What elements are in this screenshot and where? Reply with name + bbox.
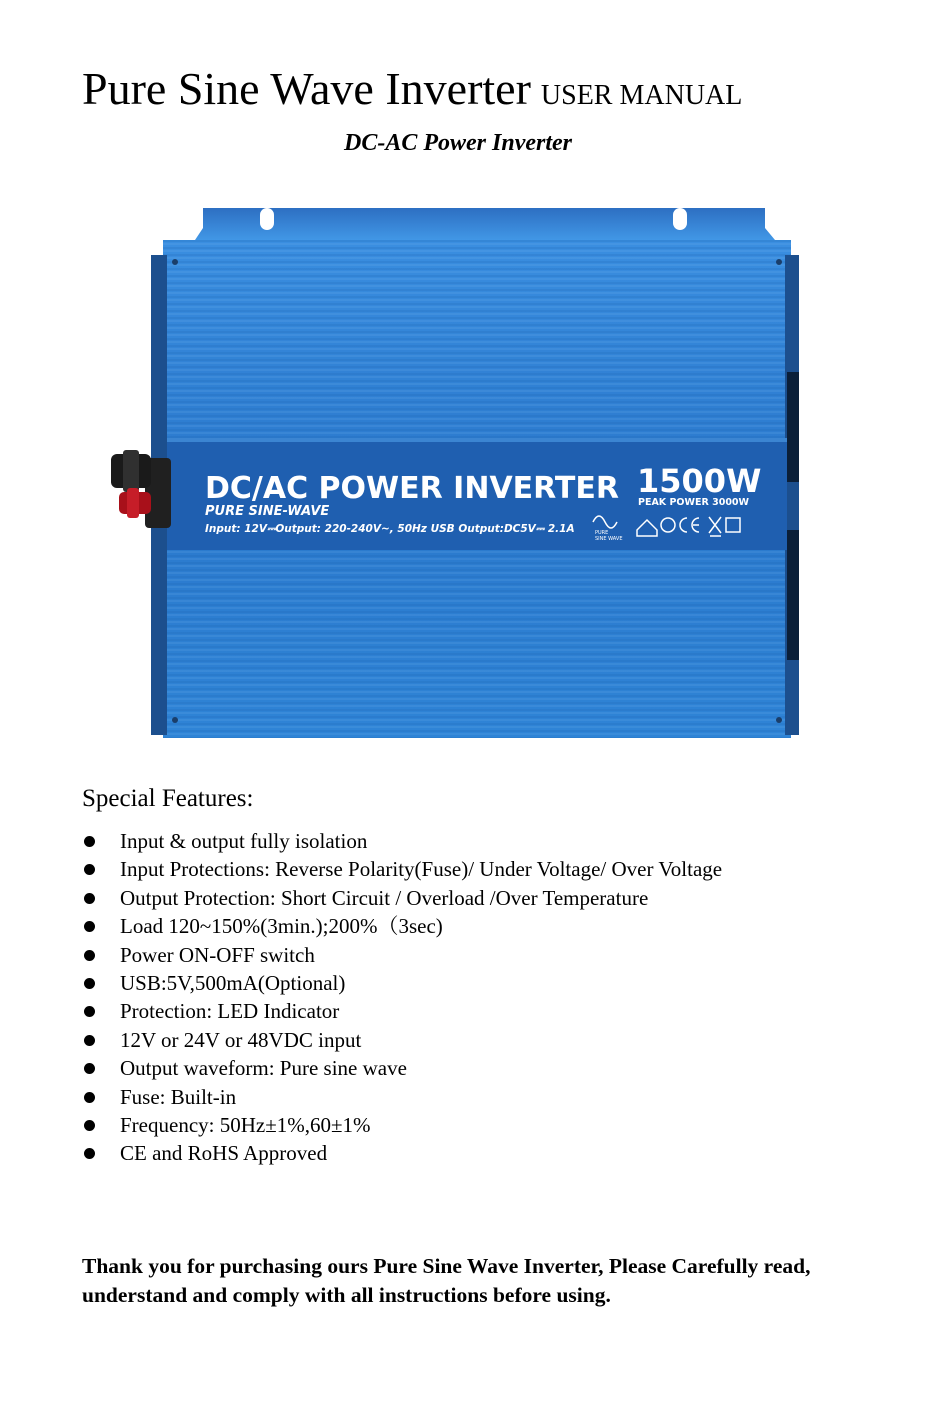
list-item — [82, 912, 722, 940]
negative-terminal-cap — [123, 450, 139, 492]
list-item — [82, 997, 722, 1025]
feature-text: Protection: LED Indicator — [120, 999, 340, 1024]
title-suffix: USER MANUAL — [540, 80, 743, 111]
positive-terminal-cap — [127, 488, 139, 518]
feature-text: Load 120~150%(3min.);200%（3sec) — [120, 914, 443, 939]
bullet-icon — [84, 1148, 95, 1159]
list-item — [82, 1026, 722, 1054]
inverter-product-image — [105, 200, 805, 745]
list-item — [82, 1139, 722, 1167]
label-band-highlight — [167, 438, 787, 442]
bullet-icon — [84, 921, 95, 932]
bullet-icon — [84, 1006, 95, 1017]
label-main-text: DC/AC POWER INVERTER — [205, 471, 619, 506]
feature-text: Input Protections: Reverse Polarity(Fuse)/ Under Voltage/ Over Voltage — [120, 857, 723, 882]
logo-text-sine: SINE WAVE — [595, 536, 623, 542]
bullet-icon — [84, 836, 95, 847]
bullet-icon — [84, 1092, 95, 1103]
feature-text: 12V or 24V or 48VDC input — [120, 1027, 362, 1052]
list-item — [82, 1111, 722, 1139]
page-subtitle: DC-AC Power Inverter — [344, 130, 572, 156]
bullet-icon — [84, 1035, 95, 1046]
outlet-cover-top — [787, 372, 799, 482]
feature-text: Power ON-OFF switch — [120, 942, 315, 967]
list-item — [82, 827, 722, 855]
list-item — [82, 1054, 722, 1082]
bullet-icon — [84, 950, 95, 961]
flange-slot-right — [673, 208, 687, 230]
outlet-cover-bottom — [787, 530, 799, 660]
title-main: Pure Sine Wave Inverter — [82, 63, 531, 114]
list-item — [82, 1083, 722, 1111]
label-type-text: PURE SINE-WAVE — [205, 504, 330, 519]
bullet-icon — [84, 1063, 95, 1074]
page-title — [82, 62, 742, 115]
mounting-flange — [195, 208, 775, 240]
features-heading: Special Features: — [82, 785, 254, 812]
feature-text: Frequency: 50Hz±1%,60±1% — [120, 1112, 371, 1137]
bullet-icon — [84, 1120, 95, 1131]
side-rail-right — [785, 255, 799, 735]
feature-text: CE and RoHS Approved — [120, 1141, 328, 1166]
bullet-icon — [84, 978, 95, 989]
flange-slot-left — [260, 208, 274, 230]
dc-terminals — [111, 450, 171, 528]
logo-text-pure: PURE — [595, 530, 609, 536]
screw-icon — [776, 717, 782, 723]
label-spec-text: Input: 12V⎓Output: 220-240V~, 50Hz USB Output:DC5V⎓ 2.1A — [205, 523, 575, 535]
list-item — [82, 884, 722, 912]
screw-icon — [172, 259, 178, 265]
power-rating-text: 1500W — [637, 462, 762, 500]
feature-text: USB:5V,500mA(Optional) — [120, 970, 346, 995]
feature-text: Output waveform: Pure sine wave — [120, 1056, 407, 1081]
feature-text: Input & output fully isolation — [120, 829, 368, 853]
thank-you-note: Thank you for purchasing ours Pure Sine Wave Inverter, Please Carefully read, understand and comply with all instructions before using. — [82, 1254, 811, 1307]
screw-icon — [172, 717, 178, 723]
list-item — [82, 855, 722, 883]
peak-power-text: PEAK POWER 3000W — [638, 497, 750, 508]
list-item — [82, 941, 722, 969]
bullet-icon — [84, 864, 95, 875]
feature-text: Output Protection: Short Circuit / Overload /Over Temperature — [120, 885, 649, 910]
bullet-icon — [84, 893, 95, 904]
feature-text: Fuse: Built-in — [120, 1084, 237, 1109]
screw-icon — [776, 259, 782, 265]
features-list — [82, 827, 722, 1168]
list-item — [82, 969, 722, 997]
